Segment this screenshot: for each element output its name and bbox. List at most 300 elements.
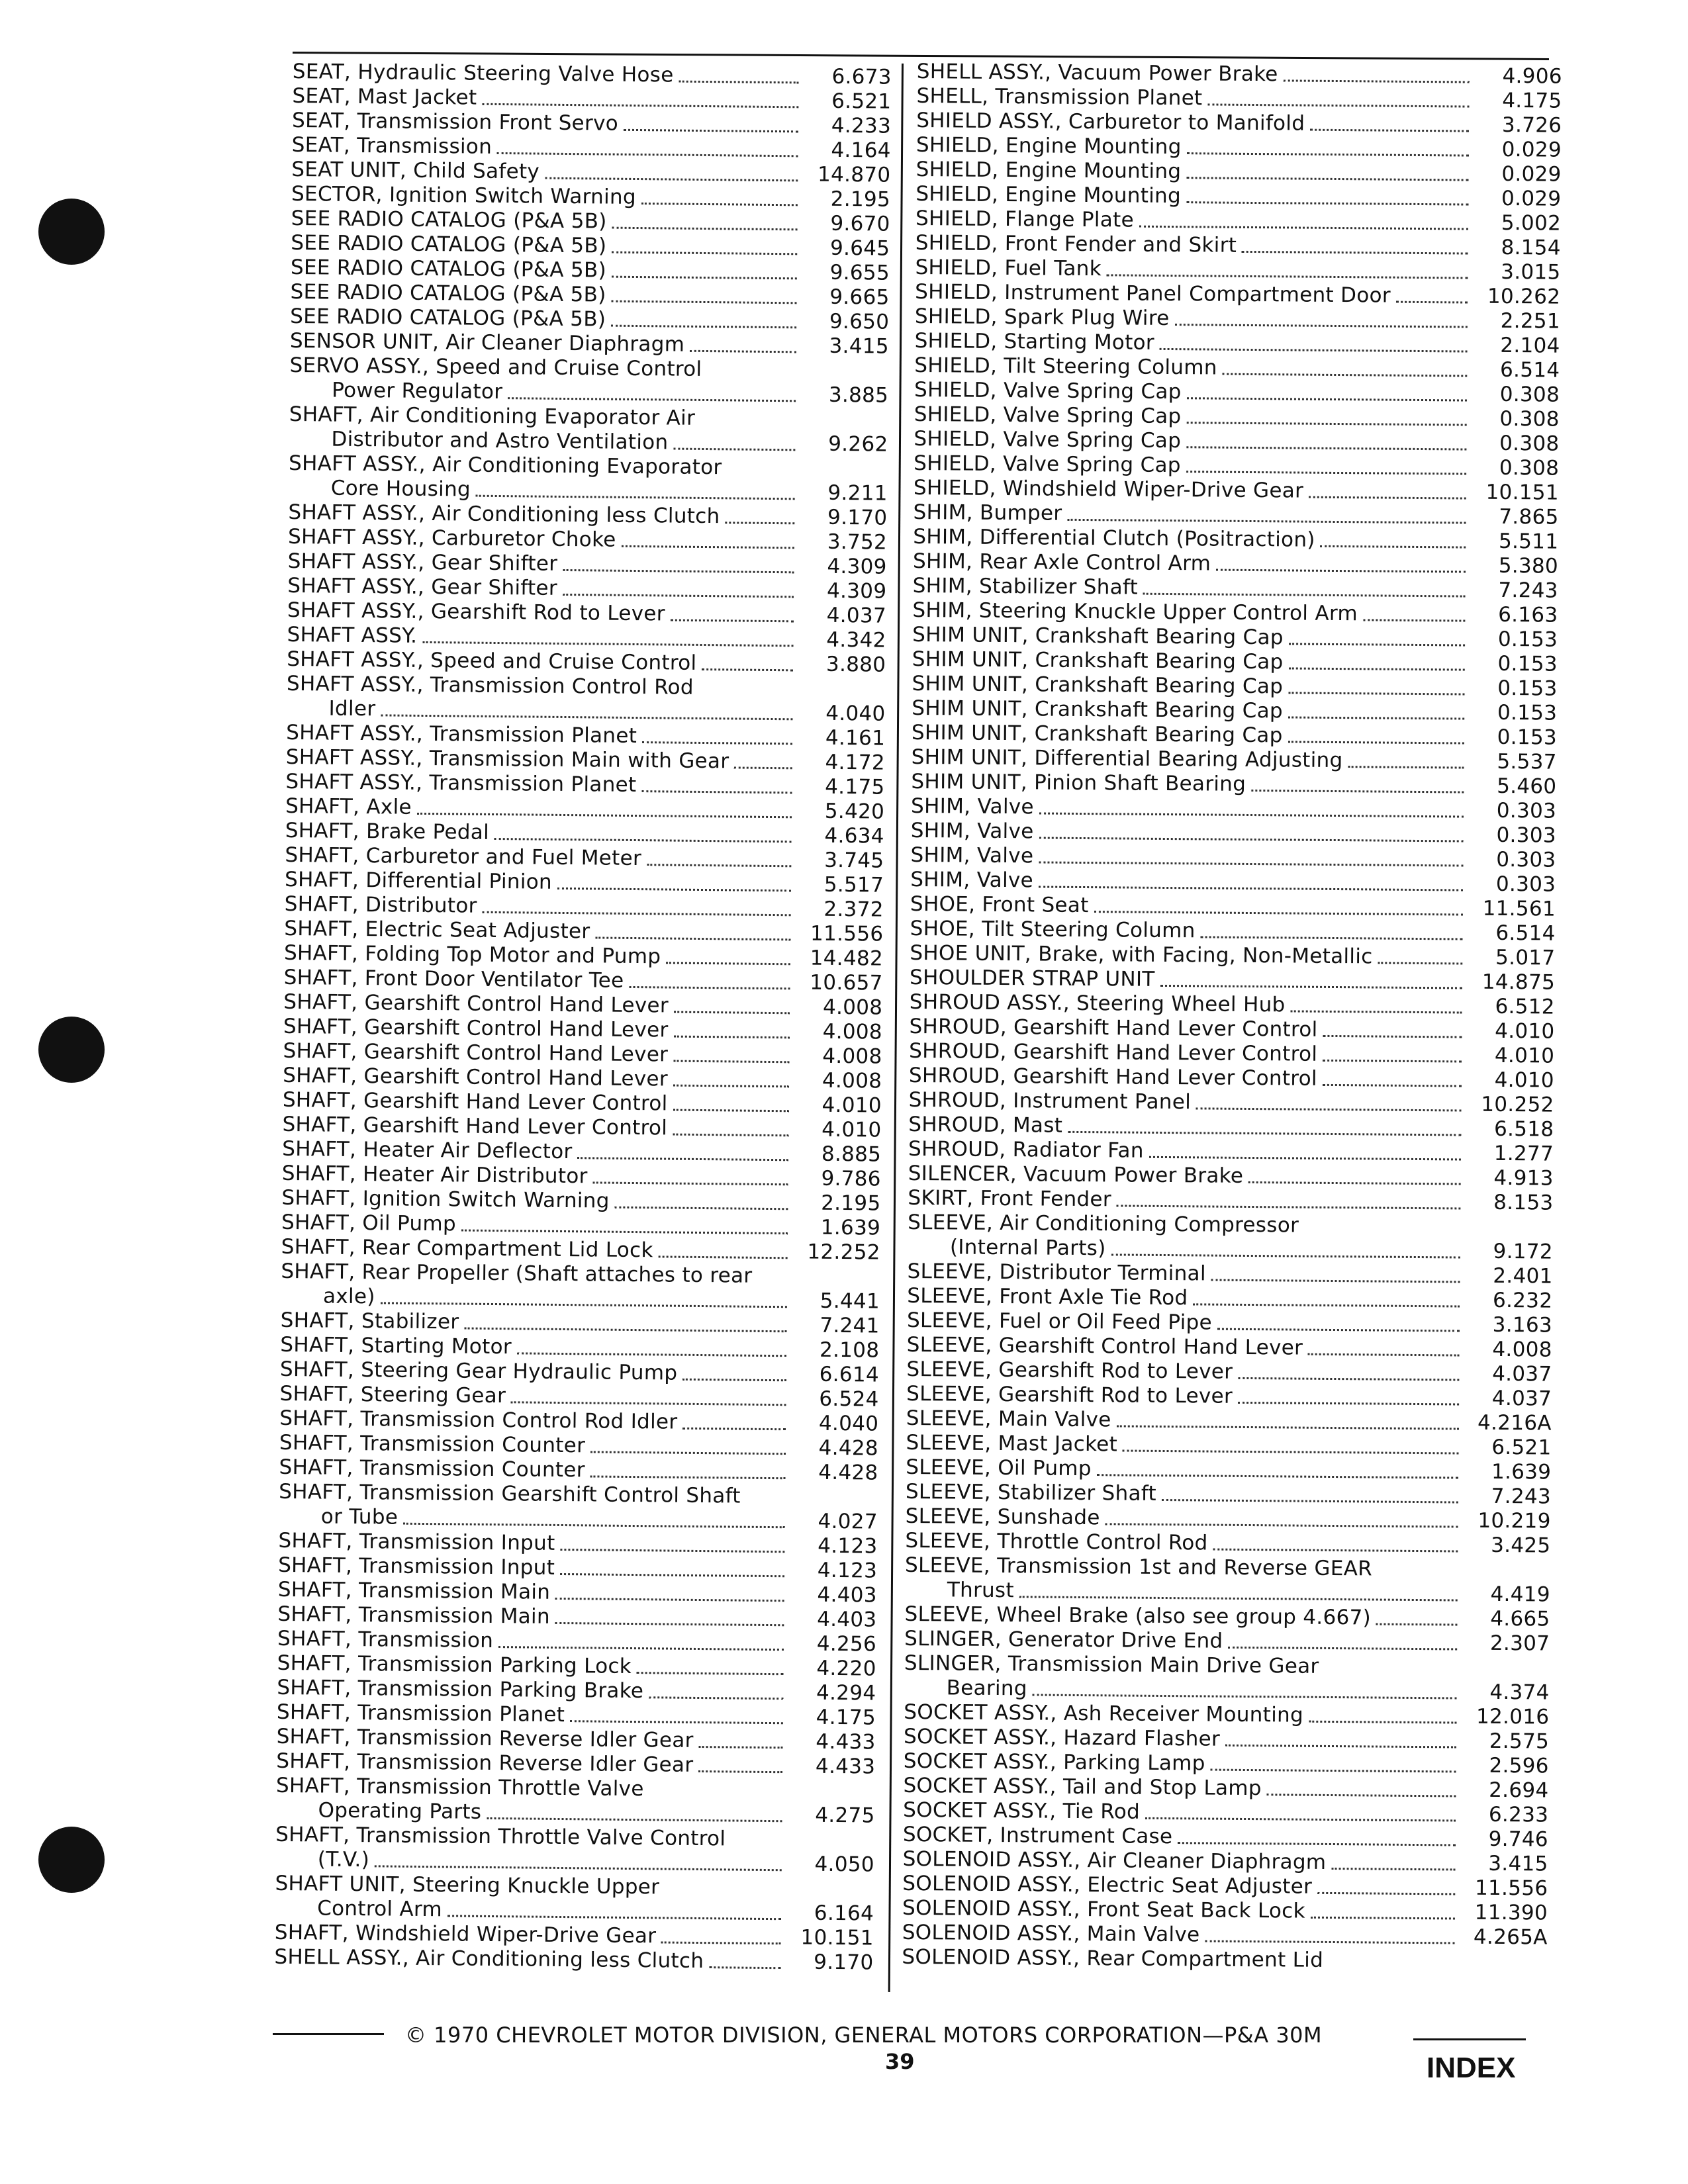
entry-name: SEAT, Mast Jacket: [292, 83, 477, 110]
entry-name: SHAFT, Transmission Input: [278, 1528, 555, 1555]
dot-leader: [1211, 1277, 1460, 1283]
entry-page-ref: 9.655: [829, 260, 890, 285]
entry-name: SHROUD, Gearshift Hand Lever Control: [908, 1063, 1318, 1091]
entry-name: SHAFT, Transmission Throttle Valve Control: [275, 1822, 726, 1851]
section-label: INDEX: [1427, 2052, 1516, 2084]
entry-name: SHAFT ASSY., Speed and Cruise Control: [287, 647, 697, 675]
entry-name: SEE RADIO CATALOG (P&A 5B): [291, 230, 607, 258]
dot-leader: [612, 298, 797, 304]
entry-name: SOLENOID ASSY., Main Valve: [902, 1920, 1200, 1947]
dot-leader: [483, 909, 791, 916]
entry-name: SOCKET, Instrument Case: [902, 1822, 1173, 1849]
top-rule: [293, 52, 1549, 60]
dot-leader: [595, 934, 790, 940]
entry-page-ref: 3.726: [1501, 113, 1562, 138]
dot-leader: [698, 1768, 782, 1773]
entry-page-ref: 6.164: [814, 1901, 874, 1926]
entry-name: SHOE UNIT, Brake, with Facing, Non-Metallic: [910, 940, 1373, 969]
dot-leader: [1143, 590, 1466, 598]
entry-page-ref: 12.252: [807, 1240, 880, 1265]
entry-page-ref: 4.665: [1490, 1606, 1550, 1631]
dot-leader: [1174, 321, 1467, 328]
entry-name: SHAFT, Axle: [285, 794, 412, 819]
dot-leader: [1225, 1742, 1456, 1749]
entry-name: (Internal Parts): [949, 1235, 1106, 1261]
entry-name: SHAFT, Transmission Reverse Idler Gear: [276, 1724, 694, 1752]
entry-name: SHAFT ASSY.: [287, 622, 418, 648]
dot-leader: [494, 835, 792, 842]
dot-leader: [555, 1595, 784, 1602]
entry-page-ref: 3.745: [824, 848, 884, 873]
entry-name: SLEEVE, Distributor Terminal: [907, 1259, 1206, 1286]
entry-page-ref: 3.885: [828, 383, 889, 408]
entry-page-ref: 2.596: [1489, 1753, 1549, 1778]
dot-leader: [1238, 1375, 1459, 1381]
entry-page-ref: 10.262: [1487, 284, 1561, 309]
entry-page-ref: 4.037: [826, 603, 887, 628]
dot-leader: [659, 1253, 788, 1259]
entry-page-ref: 4.008: [822, 1044, 882, 1069]
entry-page-ref: 9.786: [821, 1166, 881, 1191]
entry-page-ref: 0.303: [1496, 823, 1556, 848]
entry-name: SLEEVE, Transmission 1st and Reverse GEAR: [904, 1553, 1373, 1581]
entry-page-ref: 4.050: [814, 1852, 875, 1877]
entry-page-ref: 11.556: [810, 921, 884, 946]
dot-leader: [1039, 858, 1463, 866]
dot-leader: [1288, 689, 1464, 695]
entry-page-ref: 2.307: [1489, 1631, 1550, 1656]
entry-page-ref: 14.875: [1481, 970, 1556, 995]
entry-page-ref: 4.419: [1490, 1582, 1550, 1607]
entry-page-ref: 0.308: [1499, 455, 1560, 480]
dot-leader: [1378, 960, 1462, 965]
dot-leader: [725, 519, 794, 524]
column-divider: [888, 64, 904, 1992]
entry-page-ref: 0.303: [1496, 847, 1556, 872]
dot-leader: [1039, 809, 1464, 817]
entry-name: SHAFT, Gearshift Control Hand Lever: [283, 1063, 669, 1091]
dot-leader: [1207, 101, 1469, 107]
dot-leader: [1216, 567, 1466, 573]
dot-leader: [487, 1815, 782, 1822]
entry-page-ref: 4.010: [821, 1117, 882, 1142]
entry-name: SHAFT, Carburetor and Fuel Meter: [285, 842, 642, 871]
dot-leader: [464, 1325, 786, 1333]
dot-leader: [647, 861, 791, 867]
dot-leader: [577, 1154, 788, 1161]
dot-leader: [1213, 1546, 1458, 1553]
entry-name: SHROUD, Mast: [908, 1112, 1063, 1138]
entry-name: SOLENOID ASSY., Rear Compartment Lid: [902, 1944, 1324, 1972]
entry-name: SLEEVE, Gearshift Rod to Lever: [906, 1357, 1233, 1384]
entry-page-ref: 5.441: [820, 1289, 880, 1314]
dot-leader: [674, 1009, 790, 1015]
entry-name: SHIM UNIT, Crankshaft Bearing Cap: [912, 647, 1284, 674]
entry-name: SHIELD, Valve Spring Cap: [914, 451, 1182, 478]
dot-leader: [1123, 1447, 1459, 1455]
entry-page-ref: 6.163: [1498, 602, 1558, 627]
entry-page-ref: 4.010: [1494, 1068, 1555, 1093]
entry-name: SHAFT, Differential Pinion: [284, 867, 553, 894]
dot-leader: [1160, 982, 1463, 989]
entry-name: SLEEVE, Fuel or Oil Feed Pipe: [906, 1308, 1213, 1335]
entry-page-ref: 9.211: [827, 480, 888, 506]
entry-name: SHAFT, Gearshift Control Hand Lever: [283, 1038, 669, 1067]
entry-name: SHAFT ASSY., Air Conditioning Evaporator: [288, 451, 722, 480]
entry-name: SHROUD, Gearshift Hand Lever Control: [909, 1014, 1318, 1042]
entry-page-ref: 6.521: [1491, 1435, 1552, 1460]
dot-leader: [1187, 150, 1469, 156]
entry-page-ref: 0.153: [1497, 725, 1558, 750]
entry-page-ref: 6.614: [819, 1362, 880, 1387]
entry-name: SHAFT ASSY., Transmission Control Rod: [286, 671, 694, 700]
entry-name: Distributor and Astro Ventilation: [331, 427, 669, 455]
entry-page-ref: 5.017: [1495, 945, 1556, 970]
entry-page-ref: 4.040: [825, 701, 886, 726]
entry-page-ref: 0.029: [1501, 137, 1562, 162]
dot-leader: [545, 175, 798, 182]
entry-page-ref: 4.374: [1489, 1680, 1550, 1705]
entry-page-ref: 4.634: [824, 823, 884, 848]
entry-name: SILENCER, Vacuum Power Brake: [908, 1161, 1244, 1188]
dot-leader: [673, 1107, 788, 1113]
entry-name: SHAFT, Transmission: [277, 1626, 494, 1653]
entry-name: SHOE, Tilt Steering Column: [910, 916, 1196, 943]
dot-leader: [593, 1179, 788, 1185]
entry-name: SHAFT, Brake Pedal: [285, 818, 490, 844]
entry-name: SHAFT, Gearshift Hand Lever Control: [282, 1087, 668, 1116]
entry-page-ref: 4.265A: [1473, 1925, 1548, 1950]
punch-hole-bottom: [38, 1827, 105, 1893]
entry-name: SHAFT ASSY., Carburetor Choke: [287, 524, 616, 552]
dot-leader: [1348, 763, 1464, 768]
entry-page-ref: 10.219: [1477, 1508, 1551, 1533]
entry-page-ref: 3.415: [829, 334, 890, 359]
entry-name: SHELL ASSY., Air Conditioning less Clutch: [274, 1944, 704, 1974]
entry-page-ref: 10.252: [1481, 1092, 1554, 1117]
entry-page-ref: 10.151: [1485, 480, 1560, 505]
entry-name: SHIELD ASSY., Carburetor to Manifold: [916, 108, 1305, 136]
dot-leader: [615, 1204, 788, 1210]
entry-name: SHAFT, Transmission Main: [277, 1577, 551, 1604]
dot-leader: [1186, 174, 1468, 181]
entry-page-ref: 4.309: [827, 554, 887, 579]
dot-leader: [1289, 640, 1465, 646]
entry-name: SECTOR, Ignition Switch Warning: [291, 181, 637, 209]
entry-name: SHAFT, Windshield Wiper-Drive Gear: [274, 1920, 657, 1948]
dot-leader: [375, 1862, 782, 1871]
entry-page-ref: 10.151: [800, 1925, 874, 1950]
entry-name: SHROUD, Gearshift Hand Lever Control: [909, 1038, 1318, 1066]
dot-leader: [508, 394, 796, 402]
entry-name: SKIRT, Front Fender: [908, 1185, 1112, 1212]
dot-leader: [1396, 298, 1468, 304]
entry-page-ref: 0.029: [1501, 186, 1562, 211]
entry-name: SHAFT UNIT, Steering Knuckle Upper: [275, 1871, 660, 1899]
entry-name: SHAFT, Gearshift Control Hand Lever: [283, 1014, 669, 1042]
dot-leader: [1039, 834, 1463, 842]
copyright-notice: © 1970 CHEVROLET MOTOR DIVISION, GENERAL MOTORS CORPORATION—P&A 30M: [405, 2023, 1323, 2048]
entry-name: SOCKET ASSY., Tie Rod: [903, 1797, 1141, 1824]
punch-hole-top: [38, 199, 105, 265]
entry-name: SHIM, Differential Clutch (Positraction): [913, 524, 1315, 552]
dot-leader: [673, 1082, 789, 1088]
entry-page-ref: 3.425: [1491, 1533, 1551, 1558]
dot-leader: [1363, 616, 1466, 621]
entry-name: SOCKET ASSY., Tail and Stop Lamp: [903, 1773, 1262, 1801]
dot-leader: [1242, 248, 1468, 255]
entry-name: SEE RADIO CATALOG (P&A 5B): [290, 255, 607, 283]
entry-page-ref: 4.342: [826, 627, 886, 653]
entry-page-ref: 9.170: [814, 1950, 874, 1975]
index-column-right: [902, 60, 1562, 1975]
dot-leader: [1311, 1914, 1455, 1920]
entry-name: SHAFT ASSY., Transmission Planet: [286, 720, 637, 749]
dot-leader: [1288, 713, 1464, 719]
dot-leader: [1308, 1351, 1460, 1357]
dot-leader: [1228, 1644, 1457, 1651]
dot-leader: [497, 150, 798, 157]
entry-name: SHIELD, Flange Plate: [915, 206, 1135, 232]
entry-page-ref: 4.403: [816, 1607, 877, 1632]
dot-leader: [1321, 543, 1466, 549]
entry-page-ref: 4.175: [816, 1705, 876, 1730]
entry-page-ref: 4.008: [822, 1019, 883, 1044]
entry-name: SHAFT, Stabilizer: [280, 1308, 459, 1334]
dot-leader: [590, 1448, 786, 1455]
dot-leader: [590, 1473, 786, 1479]
dot-leader: [1288, 664, 1464, 670]
entry-name: SHAFT, Steering Gear: [279, 1381, 506, 1408]
entry-name: SHIELD, Front Fender and Skirt: [915, 230, 1237, 257]
entry-page-ref: 2.251: [1500, 308, 1561, 334]
dot-leader: [1149, 1154, 1461, 1161]
entry-name: SEAT, Hydraulic Steering Valve Hose: [292, 60, 674, 87]
entry-name: SHAFT, Transmission Counter: [279, 1430, 586, 1458]
entry-name: SHIELD, Fuel Tank: [915, 255, 1102, 281]
entry-page-ref: 8.154: [1501, 235, 1561, 260]
entry-page-ref: 9.645: [829, 236, 890, 261]
dot-leader: [1323, 1032, 1462, 1038]
entry-page-ref: 4.040: [818, 1411, 879, 1436]
entry-page-ref: 11.390: [1474, 1900, 1548, 1925]
entry-page-ref: 14.482: [810, 946, 884, 971]
dot-leader: [611, 322, 796, 329]
entry-page-ref: 9.172: [1493, 1239, 1554, 1264]
dot-leader: [1376, 1621, 1458, 1626]
dot-leader: [1139, 223, 1468, 230]
entry-name: SHAFT, Transmission Control Rod Idler: [279, 1406, 678, 1434]
entry-page-ref: 4.010: [821, 1093, 882, 1118]
dot-leader: [1094, 908, 1463, 915]
entry-page-ref: 4.913: [1493, 1165, 1554, 1191]
entry-name: SHIM, Bumper: [913, 500, 1062, 525]
entry-page-ref: 6.673: [831, 64, 892, 89]
dot-leader: [1223, 371, 1468, 377]
entry-page-ref: 4.433: [816, 1729, 876, 1754]
entry-page-ref: 0.153: [1497, 700, 1558, 725]
dot-leader: [1067, 516, 1466, 524]
entry-name: SLEEVE, Wheel Brake (also see group 4.667): [904, 1602, 1372, 1630]
entry-page-ref: 4.008: [821, 1068, 882, 1093]
entry-page-ref: 5.460: [1497, 774, 1557, 799]
entry-name: SLEEVE, Gearshift Rod to Lever: [906, 1381, 1233, 1408]
dot-leader: [1145, 1815, 1456, 1822]
entry-page-ref: 4.037: [1492, 1361, 1552, 1387]
entry-page-ref: 7.865: [1499, 504, 1559, 529]
dot-leader: [641, 788, 792, 794]
entry-name: SLEEVE, Throttle Control Rod: [905, 1528, 1208, 1555]
dot-leader: [447, 1912, 781, 1920]
entry-page-ref: 4.161: [825, 725, 886, 751]
dot-leader: [476, 492, 795, 500]
entry-page-ref: 4.428: [818, 1460, 878, 1485]
entry-page-ref: 4.008: [822, 995, 883, 1020]
dot-leader: [1290, 1007, 1462, 1013]
dot-leader: [1019, 1593, 1458, 1601]
dot-leader: [641, 200, 798, 206]
dot-leader: [612, 224, 798, 231]
entry-page-ref: 0.308: [1499, 431, 1560, 456]
entry-name: SHAFT, Oil Pump: [281, 1210, 457, 1236]
dot-leader: [482, 101, 798, 109]
page-number: 39: [885, 2049, 915, 2074]
entry-page-ref: 4.403: [817, 1582, 877, 1608]
entry-page-ref: 4.037: [1491, 1386, 1552, 1411]
entry-page-ref: 9.746: [1488, 1827, 1549, 1852]
entry-name: SHIM, Valve: [910, 842, 1034, 868]
entry-name: axle): [322, 1284, 375, 1309]
entry-name: SLEEVE, Main Valve: [906, 1406, 1111, 1432]
entry-page-ref: 11.561: [1482, 896, 1556, 921]
entry-page-ref: 2.195: [830, 187, 891, 212]
dot-leader: [498, 1643, 784, 1651]
entry-page-ref: 2.694: [1489, 1778, 1549, 1803]
dot-leader: [690, 347, 796, 353]
entry-name: Bearing: [946, 1676, 1027, 1701]
dot-leader: [560, 1570, 784, 1577]
entry-name: SHROUD, Radiator Fan: [908, 1136, 1144, 1163]
entry-name: SHAFT, Starting Motor: [280, 1332, 512, 1359]
entry-name: SHAFT, Rear Propeller (Shaft attaches to rear: [281, 1259, 753, 1288]
dot-leader: [511, 1398, 786, 1406]
entry-name: SHIELD, Windshield Wiper-Drive Gear: [913, 475, 1304, 503]
entry-page-ref: 4.123: [817, 1558, 878, 1583]
entry-page-ref: 1.277: [1493, 1141, 1554, 1166]
entry-page-ref: 4.433: [815, 1754, 876, 1779]
entry-page-ref: 0.303: [1496, 798, 1557, 823]
entry-name: SHAFT, Ignition Switch Warning: [281, 1185, 610, 1213]
dot-leader: [1309, 494, 1466, 500]
dot-leader: [612, 273, 797, 280]
entry-page-ref: 0.153: [1497, 651, 1558, 676]
entry-page-ref: 0.303: [1495, 872, 1556, 897]
dot-leader: [417, 810, 792, 818]
entry-name: SHAFT ASSY., Air Conditioning less Clutch: [288, 500, 720, 529]
entry-page-ref: 8.885: [821, 1142, 882, 1167]
dot-leader: [1317, 1889, 1455, 1895]
entry-name: SENSOR UNIT, Air Cleaner Diaphragm: [289, 328, 685, 357]
entry-page-ref: 5.420: [824, 799, 885, 824]
entry-name: SHIM UNIT, Crankshaft Bearing Cap: [912, 696, 1284, 723]
dot-leader: [1186, 419, 1466, 426]
entry-name: SEAT, Transmission: [291, 132, 492, 159]
entry-name: SHIM, Stabilizer Shaft: [912, 573, 1139, 600]
entry-page-ref: 5.002: [1501, 210, 1562, 236]
entry-page-ref: 3.880: [825, 652, 886, 677]
entry-page-ref: 4.256: [816, 1631, 877, 1657]
entry-page-ref: 2.104: [1500, 333, 1560, 358]
entry-page-ref: 6.233: [1488, 1802, 1549, 1827]
entry-page-ref: 4.428: [818, 1435, 879, 1461]
entry-page-ref: 3.015: [1501, 259, 1561, 285]
entry-name: SHIM, Valve: [910, 867, 1034, 893]
dot-leader: [1107, 271, 1468, 279]
entry-page-ref: 6.512: [1495, 994, 1555, 1019]
dot-leader: [1284, 77, 1470, 83]
dot-leader: [1331, 1865, 1455, 1870]
dot-leader: [1186, 468, 1466, 475]
entry-name: SLEEVE, Gearshift Control Hand Lever: [906, 1332, 1303, 1360]
dot-leader: [649, 1694, 783, 1700]
entry-name: SHIM UNIT, Crankshaft Bearing Cap: [912, 622, 1284, 650]
entry-name: SHAFT ASSY., Gear Shifter: [287, 573, 558, 600]
dot-leader: [1323, 1081, 1462, 1087]
entry-name: SOLENOID ASSY., Front Seat Back Lock: [902, 1895, 1305, 1923]
entry-name: SHELL ASSY., Vacuum Power Brake: [916, 60, 1278, 87]
entry-page-ref: 2.195: [821, 1191, 881, 1216]
entry-name: SHAFT, Gearshift Hand Lever Control: [282, 1112, 668, 1140]
dot-leader: [1160, 345, 1468, 353]
entry-name: SHIELD, Engine Mounting: [915, 181, 1182, 208]
entry-page-ref: 9.665: [829, 285, 890, 310]
dot-leader: [682, 1376, 786, 1382]
dot-leader: [422, 639, 793, 647]
entry-page-ref: 4.123: [818, 1533, 878, 1559]
entry-name: SHIM UNIT, Pinion Shaft Bearing: [911, 769, 1246, 796]
dot-leader: [673, 445, 795, 451]
dot-leader: [661, 1938, 781, 1944]
entry-page-ref: 9.170: [827, 505, 888, 530]
entry-name: SHIELD, Instrument Panel Compartment Door: [915, 279, 1391, 308]
entry-page-ref: 4.008: [1492, 1337, 1552, 1362]
dot-leader: [1217, 1326, 1460, 1332]
entry-page-ref: 6.514: [1495, 921, 1556, 946]
dot-leader: [1196, 1105, 1462, 1111]
entry-name: SHAFT, Transmission Input: [277, 1553, 555, 1580]
entry-name: SHIM UNIT, Differential Bearing Adjusting: [911, 745, 1343, 773]
dot-leader: [621, 543, 794, 549]
footer-rule-left: [273, 2033, 384, 2035]
entry-name: SLEEVE, Stabilizer Shaft: [905, 1479, 1157, 1506]
dot-leader: [629, 983, 790, 989]
entry-page-ref: 6.521: [831, 89, 892, 114]
entry-page-ref: 8.153: [1493, 1190, 1554, 1215]
entry-name: SHIELD, Engine Mounting: [915, 157, 1182, 184]
dot-leader: [1323, 1057, 1462, 1063]
dot-leader: [1193, 1300, 1460, 1307]
entry-name: SHAFT, Rear Compartment Lid Lock: [281, 1234, 653, 1263]
entry-name: SHAFT, Transmission Reverse Idler Gear: [276, 1749, 694, 1777]
index-column-left: [274, 60, 892, 1976]
entry-page-ref: 0.308: [1499, 382, 1560, 407]
entry-page-ref: 4.906: [1502, 64, 1562, 89]
dot-leader: [1178, 1839, 1456, 1846]
punch-hole-middle: [38, 1017, 105, 1083]
dot-leader: [624, 126, 798, 133]
index-entry: [274, 1945, 873, 1976]
dot-leader: [1111, 1251, 1460, 1258]
